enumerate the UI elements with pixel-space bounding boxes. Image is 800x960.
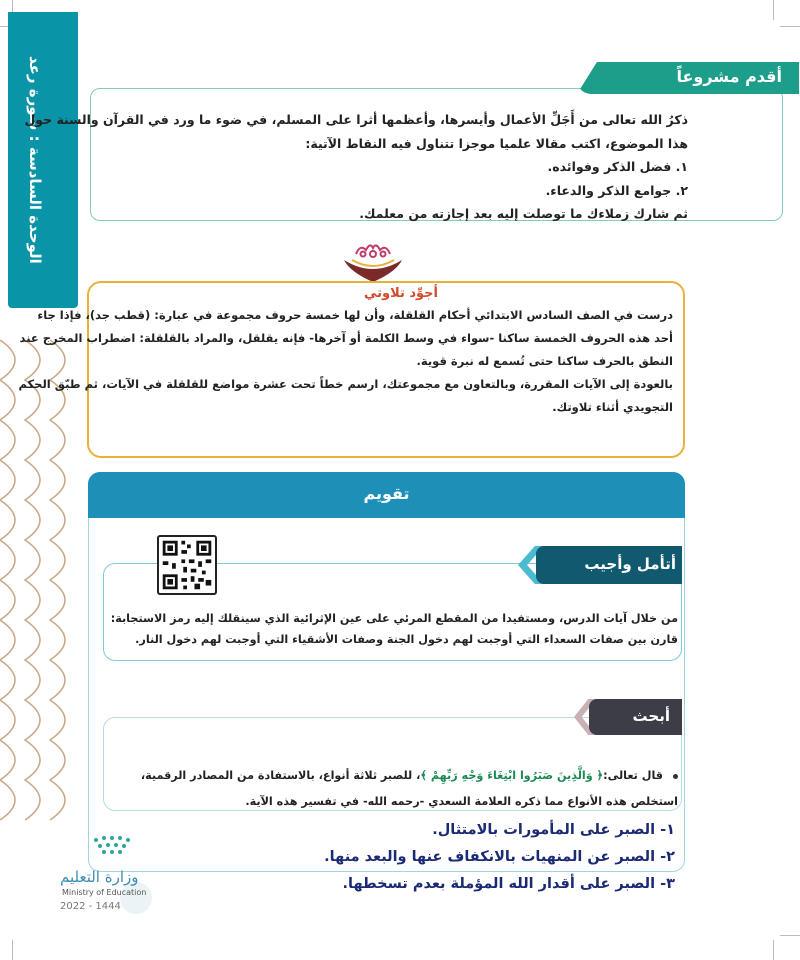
crop-mark (780, 26, 800, 27)
research-post: ، للصبر ثلاثة أنواع، بالاستفادة من المصادر الرقمية، (140, 769, 421, 782)
bullet-icon (673, 774, 678, 779)
ministry-name-ar: وزارة التعليم (60, 868, 139, 886)
tajweed-body (18, 304, 673, 419)
quran-verse: ﴿ وَالَّذِينَ صَبَرُوا ابْتِغَاءَ وَجْهِ رَبِّهِمْ ﴾ (420, 769, 604, 782)
project-line: ١. فضل الذكر وفوائده. (547, 159, 688, 174)
project-line: ثم شارك زملاءك ما توصلت إليه بعد إجازته من معلمك. (359, 206, 688, 221)
side-strip (0, 0, 80, 960)
tajweed-line: التجويدي أثناء تلاوتك. (552, 400, 673, 414)
answer-line: ٣- الصبر على أقدار الله المؤملة بعدم تسخطها. (342, 876, 675, 892)
evaluation-title: تقويم (363, 484, 410, 503)
tajweed-line: أحد هذه الحروف الخمسة ساكنا -سواء في وسط الكلمة أو آخرها- فإنه يقلقل، والمراد بالقلقلة: اضطراب المخرج عند (19, 331, 673, 345)
quran-emblem-icon (336, 238, 410, 284)
crop-mark (773, 0, 774, 20)
research-title: أبحث (632, 707, 670, 725)
unit-label: الوحدة السادسة : سورة رعد (26, 56, 44, 264)
crop-mark (780, 935, 800, 936)
reflect-line: قارن بين صفات السعداء التي أوجبت لهم دخول الجنة وصفات الأشقياء التي أوجبت لهم دخول النار. (135, 633, 678, 646)
crop-mark (773, 940, 774, 960)
project-line: ٢. جوامع الذكر والدعاء. (545, 182, 688, 198)
tajweed-line: درست في الصف السادس الابتدائي أحكام القلقلة، وأن لها خمسة حروف مجموعة في عبارة: (قطب جد)، فإذا جاء (37, 308, 673, 322)
project-title: أقدم مشروعاً (676, 67, 782, 86)
ornament-pattern (0, 330, 80, 830)
research-body (112, 763, 678, 815)
answer-line: ٢- الصبر عن المنهيات بالانكفاف عنها والبعد منها. (324, 849, 675, 865)
project-line: هذا الموضوع، اكتب مقالا علميا موجزا تتناول فيه النقاط الآتية: (305, 135, 688, 151)
ministry-name-en: Ministry of Education (62, 888, 147, 897)
research-pre: قال تعالى: (603, 769, 663, 782)
tajweed-title: أجوِّد تلاوتي (363, 286, 439, 301)
research-line (112, 763, 678, 789)
reflect-title: أتأمل وأجيب (584, 555, 676, 573)
reflect-body (112, 608, 678, 650)
reflect-line: من خلال آيات الدرس، ومستفيدا من المقطع المرئي على عين الإثرائية الذي سينقلك إليه رمز الاستجابة: (110, 612, 678, 625)
answer-line: ١- الصبر على المأمورات بالامتثال. (432, 822, 675, 838)
tajweed-line: النطق بالحرف ساكنا حتى تُسمع له نبرة قوية. (416, 354, 673, 368)
tajweed-line: بالعودة إلى الآيات المقررة، وبالتعاون مع مجموعتك، ارسم خطاً تحت عشرة مواضع للقلقلة في الآيات، ثم طبّق الحكم (18, 377, 673, 391)
handwritten-answers (255, 817, 675, 898)
research-line: استخلص هذه الأنواع مما ذكره العلامة السعدي -رحمه الله- في تفسير هذه الآية. (245, 795, 678, 808)
ministry-year: 2022 - 1444 (60, 901, 121, 912)
project-line: ذكرُ الله تعالى من أَجَلِّ الأعمال وأيسرها، وأعظمها أثرا على المسلم، في ضوء ما ورد في القرآن والسنة حول (24, 112, 688, 127)
qr-code-icon[interactable] (157, 535, 217, 595)
